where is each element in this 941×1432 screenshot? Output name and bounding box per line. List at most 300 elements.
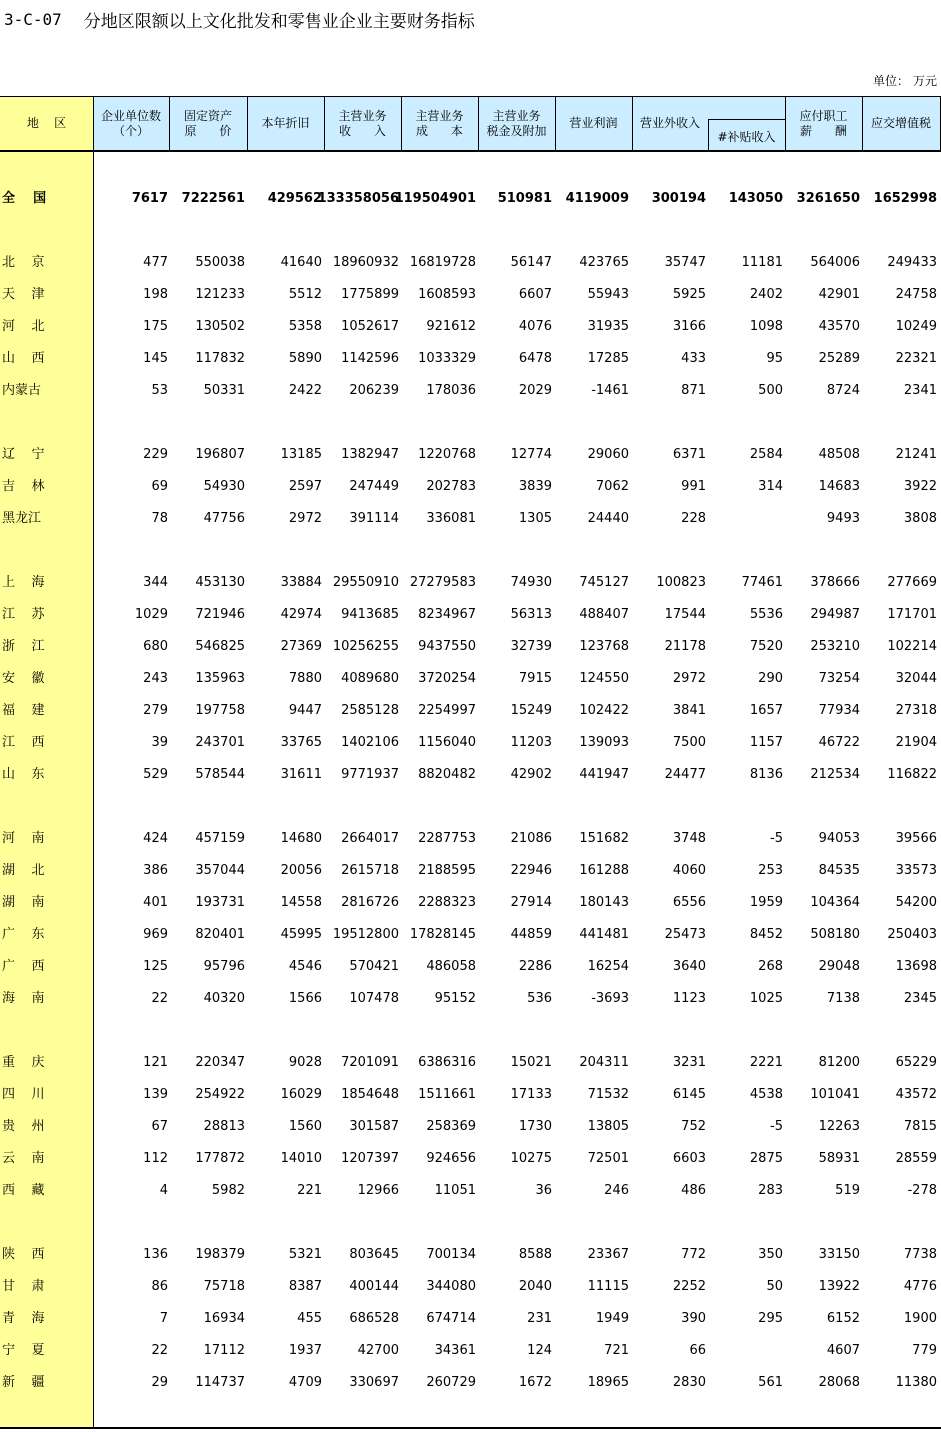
region-name: 新 疆 — [2, 1375, 45, 1390]
header-cost-line2: 成 本 — [416, 123, 463, 138]
value-cell: 6145 — [672, 1087, 706, 1102]
region-name: 海 南 — [2, 991, 45, 1006]
value-cell: 1511661 — [418, 1087, 476, 1102]
value-cell: 2029 — [518, 383, 552, 398]
value-cell: 5890 — [288, 351, 322, 366]
value-cell: 8724 — [826, 383, 860, 398]
header-tax — [478, 96, 555, 151]
column-rule — [247, 96, 248, 151]
value-cell: 8820482 — [418, 767, 476, 782]
value-cell: 561 — [758, 1375, 783, 1390]
header-region — [0, 96, 93, 151]
column-rule — [401, 96, 402, 151]
value-cell: 9413685 — [341, 607, 399, 622]
value-cell: 151682 — [579, 831, 629, 846]
value-cell: 424 — [143, 831, 168, 846]
value-cell: 11203 — [510, 735, 552, 750]
value-cell: 33150 — [818, 1247, 860, 1262]
header-vat-line1: 应交增值税 — [870, 116, 931, 130]
value-cell: 198 — [143, 287, 168, 302]
value-cell: 253210 — [810, 639, 860, 654]
value-cell: 401 — [143, 895, 168, 910]
value-cell: 519 — [835, 1183, 860, 1198]
value-cell: 1560 — [288, 1119, 322, 1134]
value-cell: 116822 — [887, 767, 937, 782]
value-cell: 14010 — [280, 1151, 322, 1166]
value-cell: 9493 — [826, 511, 860, 526]
value-cell: 206239 — [349, 383, 399, 398]
value-cell: 197758 — [195, 703, 245, 718]
value-cell: 3166 — [672, 319, 706, 334]
header-tax-line2: 税金及附加 — [486, 123, 547, 138]
value-cell: 123768 — [579, 639, 629, 654]
column-rule — [632, 96, 633, 151]
value-cell: 35747 — [664, 255, 706, 270]
value-cell: 294987 — [810, 607, 860, 622]
table-row — [0, 861, 941, 881]
table-row — [0, 605, 941, 625]
region-name: 上 海 — [2, 575, 45, 590]
value-cell: 42901 — [818, 287, 860, 302]
value-cell: 1052617 — [341, 319, 399, 334]
region-name: 安 徽 — [2, 671, 45, 686]
value-cell: 161288 — [579, 863, 629, 878]
header-subsidy — [708, 121, 785, 151]
value-cell: 22321 — [895, 351, 937, 366]
value-cell: 56313 — [510, 607, 552, 622]
table-title: 分地区限额以上文化批发和零售业企业主要财务指标 — [83, 11, 475, 32]
value-cell: 2221 — [749, 1055, 783, 1070]
header-revenue-line2: 收 入 — [339, 123, 386, 138]
value-cell: 253 — [758, 863, 783, 878]
value-cell: 1937 — [288, 1343, 322, 1358]
value-cell: 5925 — [672, 287, 706, 302]
value-cell: 124 — [527, 1343, 552, 1358]
value-cell: 74930 — [510, 575, 552, 590]
value-cell: -278 — [907, 1183, 937, 1198]
value-cell: 16029 — [280, 1087, 322, 1102]
value-cell: 33884 — [280, 575, 322, 590]
value-cell: 178036 — [426, 383, 476, 398]
value-cell: 721 — [604, 1343, 629, 1358]
value-cell: 73254 — [818, 671, 860, 686]
value-cell: 3231 — [672, 1055, 706, 1070]
value-cell: 2816726 — [341, 895, 399, 910]
value-cell: 65229 — [895, 1055, 937, 1070]
value-cell: 50331 — [203, 383, 245, 398]
region-name: 四 川 — [2, 1087, 45, 1102]
value-cell: 243 — [143, 671, 168, 686]
value-cell: 193731 — [195, 895, 245, 910]
value-cell: 17112 — [203, 1343, 245, 1358]
value-cell: 4607 — [826, 1343, 860, 1358]
table-top-rule — [0, 96, 941, 97]
value-cell: 546825 — [195, 639, 245, 654]
value-cell: 486058 — [426, 959, 476, 974]
value-cell: 47756 — [203, 511, 245, 526]
table-row — [0, 925, 941, 945]
value-cell: 7500 — [672, 735, 706, 750]
table-row — [0, 893, 941, 913]
value-cell: 536 — [527, 991, 552, 1006]
value-cell: 46722 — [818, 735, 860, 750]
value-cell: 104364 — [810, 895, 860, 910]
value-cell: 820401 — [195, 927, 245, 942]
region-name: 云 南 — [2, 1151, 45, 1166]
value-cell: 28559 — [895, 1151, 937, 1166]
value-cell: 11115 — [587, 1279, 629, 1294]
value-cell: 336081 — [426, 511, 476, 526]
value-cell: 1959 — [749, 895, 783, 910]
value-cell: 229 — [143, 447, 168, 462]
value-cell: 77461 — [741, 575, 783, 590]
table-row — [0, 957, 941, 977]
value-cell: 9437550 — [418, 639, 476, 654]
value-cell: 212534 — [810, 767, 860, 782]
value-cell: 1098 — [749, 319, 783, 334]
value-cell: 8452 — [749, 927, 783, 942]
value-cell: 2287753 — [418, 831, 476, 846]
column-rule — [555, 96, 556, 151]
value-cell: 124550 — [579, 671, 629, 686]
value-cell: 5358 — [288, 319, 322, 334]
value-cell: 2402 — [749, 287, 783, 302]
value-cell: 24758 — [895, 287, 937, 302]
region-name: 广 西 — [2, 959, 45, 974]
value-cell: 43570 — [818, 319, 860, 334]
value-cell: 2972 — [288, 511, 322, 526]
value-cell: 11051 — [434, 1183, 476, 1198]
value-cell: 66 — [689, 1343, 706, 1358]
value-cell: 180143 — [579, 895, 629, 910]
value-cell: 21086 — [510, 831, 552, 846]
table-row — [0, 509, 941, 529]
value-cell: 7 — [159, 1311, 168, 1326]
value-cell: 1657 — [749, 703, 783, 718]
value-cell: 700134 — [426, 1247, 476, 1262]
value-cell: 21904 — [895, 735, 937, 750]
region-name: 黑龙江 — [2, 511, 42, 526]
value-cell: 25289 — [818, 351, 860, 366]
value-cell: 231 — [527, 1311, 552, 1326]
table-row — [0, 637, 941, 657]
table-row — [0, 317, 941, 337]
value-cell: 3748 — [672, 831, 706, 846]
value-cell: 95152 — [434, 991, 476, 1006]
value-cell: 564006 — [810, 255, 860, 270]
value-cell: 5512 — [288, 287, 322, 302]
value-cell: 16254 — [587, 959, 629, 974]
value-cell: 17133 — [510, 1087, 552, 1102]
region-name: 重 庆 — [2, 1055, 45, 1070]
value-cell: 27318 — [895, 703, 937, 718]
column-rule — [324, 96, 325, 151]
value-cell: 55943 — [587, 287, 629, 302]
value-cell: 508180 — [810, 927, 860, 942]
table-row — [0, 1117, 941, 1137]
value-cell: 1566 — [288, 991, 322, 1006]
table-row — [0, 1373, 941, 1393]
value-cell: 279 — [143, 703, 168, 718]
value-cell: 500 — [758, 383, 783, 398]
value-cell: 2664017 — [341, 831, 399, 846]
value-cell: 7915 — [518, 671, 552, 686]
value-cell: 139 — [143, 1087, 168, 1102]
value-cell: 228 — [681, 511, 706, 526]
value-cell: 130502 — [195, 319, 245, 334]
value-cell: 20056 — [280, 863, 322, 878]
value-cell: 283 — [758, 1183, 783, 1198]
value-cell: 100823 — [656, 575, 706, 590]
value-cell: 44859 — [510, 927, 552, 942]
column-rule — [169, 96, 170, 151]
value-cell: 39566 — [895, 831, 937, 846]
header-depreciation — [247, 96, 324, 151]
unit-value: 万元 — [912, 74, 937, 88]
value-cell: 3839 — [518, 479, 552, 494]
table-row — [0, 1181, 941, 1201]
column-rule — [785, 96, 786, 151]
value-cell: 23367 — [587, 1247, 629, 1262]
value-cell: 11181 — [741, 255, 783, 270]
value-cell: 680 — [143, 639, 168, 654]
value-cell: 400144 — [349, 1279, 399, 1294]
header-depreciation-line1: 本年折旧 — [261, 116, 310, 130]
value-cell: 6556 — [672, 895, 706, 910]
value-cell: 67 — [151, 1119, 168, 1134]
value-cell: 136 — [143, 1247, 168, 1262]
table-row — [0, 445, 941, 465]
value-cell: -5 — [770, 831, 783, 846]
table-row — [0, 573, 941, 593]
value-cell: 95796 — [203, 959, 245, 974]
value-cell: 8387 — [288, 1279, 322, 1294]
value-cell: 77934 — [818, 703, 860, 718]
region-name: 广 东 — [2, 927, 45, 942]
value-cell: 29550910 — [332, 575, 399, 590]
value-cell: 441947 — [579, 767, 629, 782]
value-cell: 1123 — [672, 991, 706, 1006]
value-cell: 3261650 — [796, 191, 860, 206]
value-cell: 117832 — [195, 351, 245, 366]
table-row — [0, 1245, 941, 1265]
header-wages — [785, 96, 862, 151]
value-cell: 2585128 — [341, 703, 399, 718]
header-wages-line2: 薪 酬 — [800, 123, 847, 138]
value-cell: 8234967 — [418, 607, 476, 622]
header-firms-line1: 企业单位数 — [100, 108, 161, 123]
value-cell: 686528 — [349, 1311, 399, 1326]
value-cell: 4546 — [288, 959, 322, 974]
value-cell: 7520 — [749, 639, 783, 654]
value-cell: 3720254 — [418, 671, 476, 686]
value-cell: 924656 — [426, 1151, 476, 1166]
value-cell: 2584 — [749, 447, 783, 462]
header-cost — [401, 96, 478, 151]
value-cell: 290 — [758, 671, 783, 686]
value-cell: 143050 — [728, 191, 783, 206]
region-name: 甘 肃 — [2, 1279, 45, 1294]
value-cell: 7201091 — [341, 1055, 399, 1070]
value-cell: 779 — [912, 1343, 937, 1358]
value-cell: 300194 — [651, 191, 706, 206]
page-title — [4, 6, 475, 32]
value-cell: 31935 — [587, 319, 629, 334]
value-cell: -1461 — [591, 383, 629, 398]
region-name: 北 京 — [2, 255, 45, 270]
header-bottom-rule — [0, 150, 941, 152]
value-cell: 314 — [758, 479, 783, 494]
value-cell: 752 — [681, 1119, 706, 1134]
value-cell: 1900 — [903, 1311, 937, 1326]
header-revenue-line1: 主营业务 — [338, 108, 387, 123]
value-cell: 7617 — [131, 191, 168, 206]
value-cell: 378666 — [810, 575, 860, 590]
value-cell: 27369 — [280, 639, 322, 654]
value-cell: 75718 — [203, 1279, 245, 1294]
value-cell: 510981 — [497, 191, 552, 206]
value-cell: 2254997 — [418, 703, 476, 718]
value-cell: 488407 — [579, 607, 629, 622]
value-cell: 350 — [758, 1247, 783, 1262]
header-firms-line2: （个） — [112, 123, 149, 138]
region-name: 贵 州 — [2, 1119, 45, 1134]
value-cell: 1672 — [518, 1375, 552, 1390]
table-row — [0, 381, 941, 401]
value-cell: 6603 — [672, 1151, 706, 1166]
value-cell: 48508 — [818, 447, 860, 462]
value-cell: 5982 — [211, 1183, 245, 1198]
region-name: 全 国 — [2, 191, 47, 206]
header-vat — [862, 96, 940, 151]
table-row — [0, 349, 941, 369]
value-cell: 18965 — [587, 1375, 629, 1390]
value-cell: 1142596 — [341, 351, 399, 366]
value-cell: 24477 — [664, 767, 706, 782]
value-cell: 40320 — [203, 991, 245, 1006]
value-cell: 202783 — [426, 479, 476, 494]
value-cell: 268 — [758, 959, 783, 974]
value-cell: 921612 — [426, 319, 476, 334]
region-name: 湖 北 — [2, 863, 45, 878]
value-cell: 29060 — [587, 447, 629, 462]
value-cell: 301587 — [349, 1119, 399, 1134]
value-cell: 2040 — [518, 1279, 552, 1294]
table-bottom-rule — [0, 1427, 941, 1429]
value-cell: 9447 — [288, 703, 322, 718]
value-cell: 28813 — [203, 1119, 245, 1134]
value-cell: 101041 — [810, 1087, 860, 1102]
value-cell: 12966 — [357, 1183, 399, 1198]
table-row — [0, 477, 941, 497]
value-cell: 7138 — [826, 991, 860, 1006]
value-cell: 42700 — [357, 1343, 399, 1358]
data-table — [0, 96, 941, 1429]
value-cell: 58931 — [818, 1151, 860, 1166]
header-wages-line1: 应付职工 — [799, 108, 848, 123]
value-cell: 9771937 — [341, 767, 399, 782]
value-cell: 386 — [143, 863, 168, 878]
table-row — [0, 1085, 941, 1105]
header-fixed-assets — [169, 96, 247, 151]
value-cell: 260729 — [426, 1375, 476, 1390]
value-cell: 4119009 — [565, 191, 629, 206]
value-cell: 1775899 — [341, 287, 399, 302]
value-cell: 2288323 — [418, 895, 476, 910]
header-cost-line1: 主营业务 — [415, 108, 464, 123]
value-cell: 24440 — [587, 511, 629, 526]
value-cell: 221 — [297, 1183, 322, 1198]
value-cell: 4776 — [903, 1279, 937, 1294]
value-cell: 16819728 — [409, 255, 476, 270]
value-cell: 42974 — [280, 607, 322, 622]
value-cell: 277669 — [887, 575, 937, 590]
value-cell: 69 — [151, 479, 168, 494]
region-name: 山 西 — [2, 351, 45, 366]
value-cell: 19512800 — [332, 927, 399, 942]
region-name: 湖 南 — [2, 895, 45, 910]
region-name: 陕 西 — [2, 1247, 45, 1262]
header-firms — [93, 96, 169, 151]
value-cell: 5536 — [749, 607, 783, 622]
value-cell: 42902 — [510, 767, 552, 782]
header-region-label: 地 区 — [26, 116, 67, 130]
value-cell: 433 — [681, 351, 706, 366]
value-cell: 121 — [143, 1055, 168, 1070]
value-cell: 1402106 — [341, 735, 399, 750]
value-cell: 247449 — [349, 479, 399, 494]
value-cell: 112 — [143, 1151, 168, 1166]
value-cell: 390 — [681, 1311, 706, 1326]
value-cell: 107478 — [349, 991, 399, 1006]
value-cell: 14680 — [280, 831, 322, 846]
value-cell: -5 — [770, 1119, 783, 1134]
value-cell: 772 — [681, 1247, 706, 1262]
value-cell: -3693 — [591, 991, 629, 1006]
value-cell: 4076 — [518, 319, 552, 334]
value-cell: 53 — [151, 383, 168, 398]
value-cell: 13185 — [280, 447, 322, 462]
value-cell: 429562 — [267, 191, 322, 206]
value-cell: 72501 — [587, 1151, 629, 1166]
table-row — [0, 669, 941, 689]
table-row — [0, 1053, 941, 1073]
header-fixed-assets-line2: 原 价 — [184, 123, 232, 138]
value-cell: 36 — [535, 1183, 552, 1198]
value-cell: 2286 — [518, 959, 552, 974]
value-cell: 441481 — [579, 927, 629, 942]
table-row — [0, 1309, 941, 1329]
value-cell: 6478 — [518, 351, 552, 366]
value-cell: 33573 — [895, 863, 937, 878]
value-cell: 4060 — [672, 863, 706, 878]
value-cell: 721946 — [195, 607, 245, 622]
region-name: 内蒙古 — [2, 383, 42, 398]
value-cell: 121233 — [195, 287, 245, 302]
value-cell: 243701 — [195, 735, 245, 750]
header-non-op-income — [632, 96, 708, 151]
value-cell: 18960932 — [332, 255, 399, 270]
value-cell: 17285 — [587, 351, 629, 366]
region-name: 河 北 — [2, 319, 45, 334]
value-cell: 78 — [151, 511, 168, 526]
value-cell: 2345 — [903, 991, 937, 1006]
value-cell: 125 — [143, 959, 168, 974]
value-cell: 1382947 — [341, 447, 399, 462]
value-cell: 177872 — [195, 1151, 245, 1166]
value-cell: 6386316 — [418, 1055, 476, 1070]
value-cell: 9028 — [288, 1055, 322, 1070]
